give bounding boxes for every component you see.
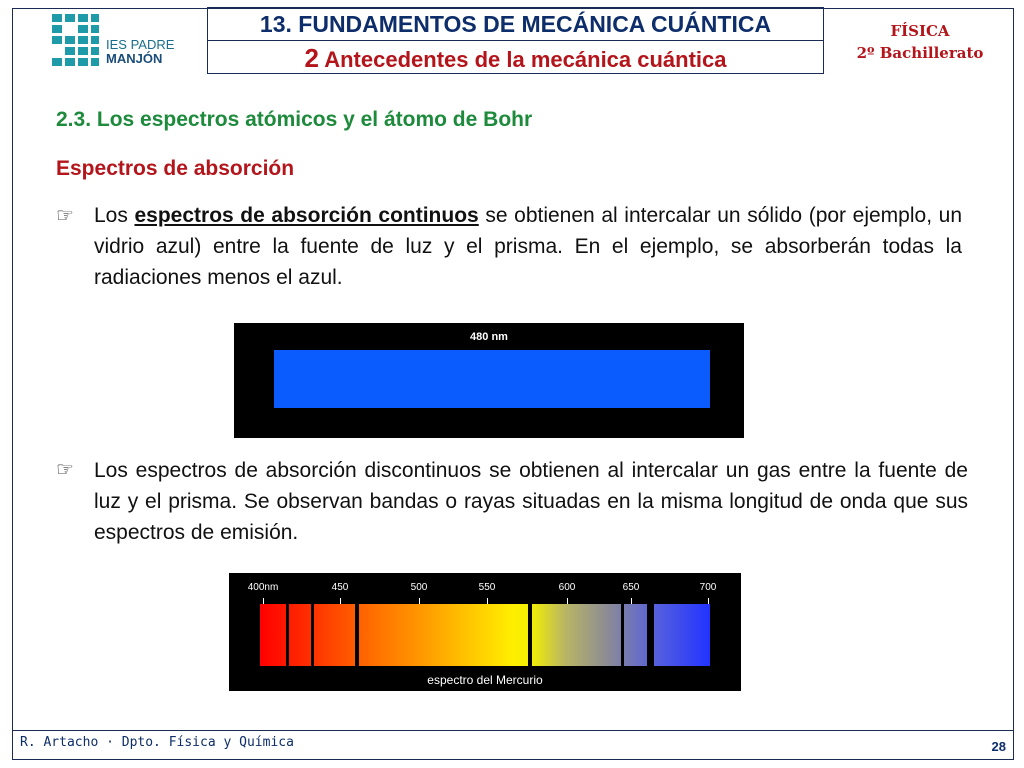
absorption-line [286, 604, 289, 666]
section-title-line [208, 41, 823, 74]
absorption-line [621, 604, 624, 666]
absorption-line [647, 604, 654, 666]
title-box [207, 7, 824, 74]
para1-rest: se obtienen al intercalar un sólido (por ejemplo, un vidrio azul) entre la fuente de luz y el prisma. En el ejemplo, se absorberán todas la radiaciones menos el azul. [94, 204, 963, 289]
para1-bold-term: espectros de absorción continuos [134, 204, 479, 227]
school-logo [52, 14, 182, 70]
absorption-line [311, 604, 314, 666]
continuous-absorption-spectrum [234, 323, 744, 438]
wavelength-label: 480 nm [470, 331, 508, 343]
paragraph-continuous [94, 200, 962, 293]
spectrum-caption: espectro del Mercurio [427, 673, 543, 687]
section-number: 2 [304, 43, 319, 73]
logo-grid-icon [52, 14, 100, 70]
para1-prefix: Los [94, 204, 135, 227]
section-heading: 2.3. Los espectros atómicos y el átomo de Bohr [56, 108, 533, 131]
section-title: Antecedentes de la mecánica cuántica [324, 47, 727, 72]
logo-text [106, 38, 174, 66]
tick-label: 550 [478, 582, 496, 593]
tick-label: 400nm [247, 582, 279, 593]
tick-label: 700 [699, 582, 717, 593]
pointing-hand-icon: ☞ [56, 205, 74, 227]
pointing-hand-icon: ☞ [56, 459, 74, 481]
mercury-absorption-spectrum [229, 573, 741, 691]
tick-label: 500 [410, 582, 428, 593]
footer-author: R. Artacho · Dpto. Física y Química [20, 735, 294, 750]
logo-line1: IES PADRE [106, 37, 175, 52]
blue-band [274, 350, 710, 408]
color-band [260, 604, 710, 666]
subheading: Espectros de absorción [56, 157, 295, 180]
subject-name: FÍSICA [890, 22, 950, 40]
tick-label: 450 [331, 582, 349, 593]
unit-title: 13. FUNDAMENTOS DE MECÁNICA CUÁNTICA [208, 8, 823, 41]
paragraph-discontinuous: Los espectros de absorción discontinuos se obtienen al intercalar un gas entre la fuente de luz y el prisma. Se observan bandas o rayas situadas en la misma longitud de onda que sus espectros de emisión. [94, 459, 968, 544]
footer-divider [12, 730, 1014, 731]
course-name: 2º Bachillerato [856, 44, 984, 62]
tick-label: 600 [558, 582, 576, 593]
page-number: 28 [991, 739, 1006, 754]
absorption-line [355, 604, 359, 666]
logo-line2: MANJÓN [106, 51, 163, 66]
subject-label [840, 20, 1000, 64]
absorption-line [528, 604, 532, 666]
tick-label: 650 [622, 582, 640, 593]
